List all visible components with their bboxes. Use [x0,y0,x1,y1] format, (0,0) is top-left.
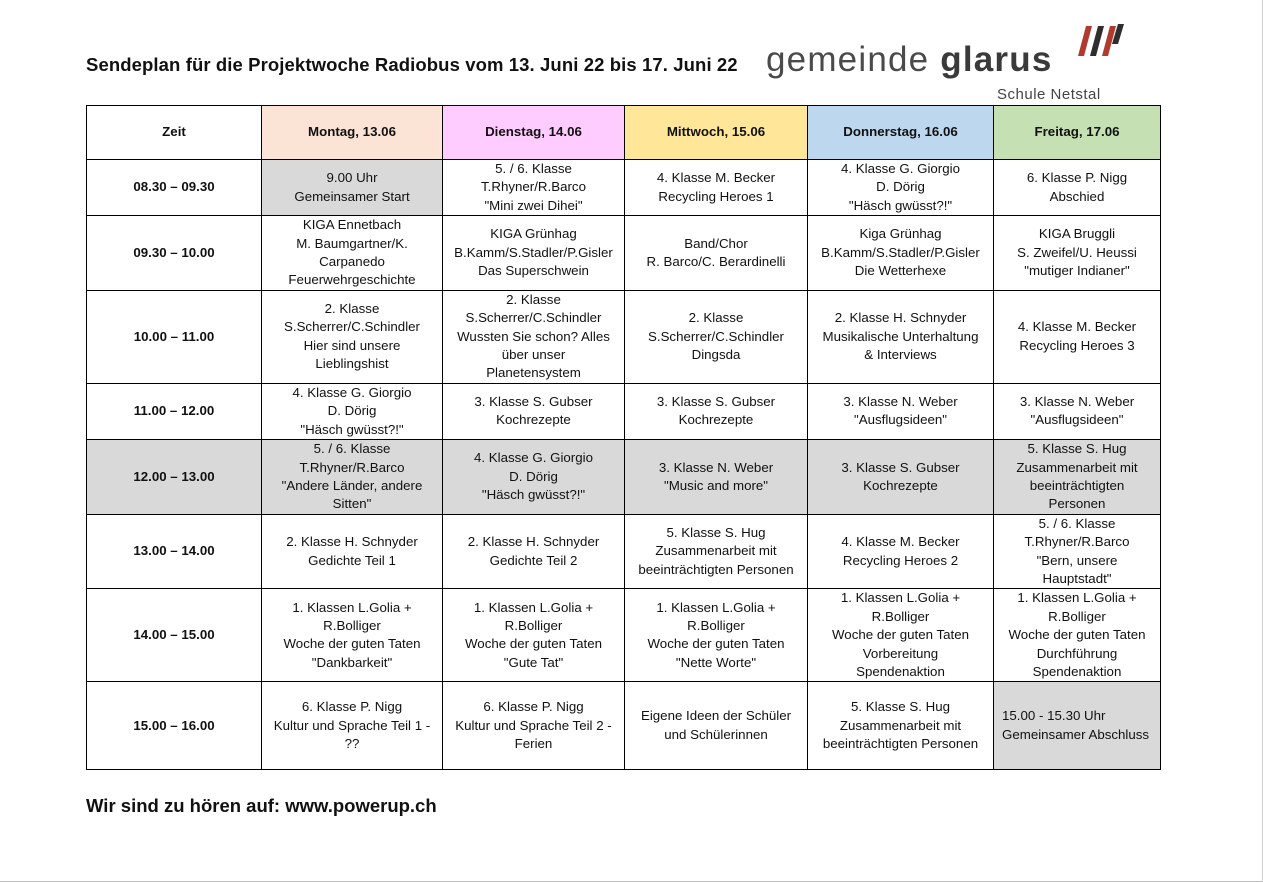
table-row [87,383,1161,439]
schedule-cell: 2. Klasse S.Scherrer/C.Schindler Hier sind unsere Lieblingshist [262,290,443,383]
logo-wordmark [766,40,1052,80]
schedule-cell: 3. Klasse S. Gubser Kochrezepte [625,383,808,439]
schedule-cell: 5. Klasse S. Hug Zusammenarbeit mit beeinträchtigten Personen [994,440,1161,515]
schedule-cell: 2. Klasse H. Schnyder Musikalische Unterhaltung & Interviews [808,290,994,383]
logo-subtitle: Schule Netstal [997,86,1101,103]
schedule-cell: Eigene Ideen der Schüler und Schülerinnen [625,682,808,770]
schedule-cell: KIGA Bruggli S. Zweifel/U. Heussi "mutiger Indianer" [994,216,1161,291]
logo-word-bold: glarus [940,40,1053,79]
schedule-cell: 2. Klasse S.Scherrer/C.Schindler Dingsda [625,290,808,383]
schedule-cell: 1. Klassen L.Golia + R.Bolliger Woche der guten Taten "Dankbarkeit" [262,589,443,682]
schedule-cell: 4. Klasse M. Becker Recycling Heroes 3 [994,290,1161,383]
table-row [87,160,1161,216]
time-cell: 10.00 – 11.00 [87,290,262,383]
schedule-cell: Kiga Grünhag B.Kamm/S.Stadler/P.Gisler Die Wetterhexe [808,216,994,291]
logo-word-light: gemeinde [766,40,941,79]
schedule-cell: KIGA Grünhag B.Kamm/S.Stadler/P.Gisler Das Superschwein [443,216,625,291]
header-monday: Montag, 13.06 [262,106,443,160]
schedule-cell: 3. Klasse N. Weber "Ausflugsideen" [994,383,1161,439]
schedule-cell: 5. Klasse S. Hug Zusammenarbeit mit beeinträchtigten Personen [808,682,994,770]
schedule-cell: 3. Klasse S. Gubser Kochrezepte [443,383,625,439]
schedule-cell: 5. / 6. Klasse T.Rhyner/R.Barco "Bern, unsere Hauptstadt" [994,514,1161,589]
schedule-cell: 3. Klasse N. Weber "Music and more" [625,440,808,515]
time-cell: 13.00 – 14.00 [87,514,262,589]
schedule-cell: 2. Klasse H. Schnyder Gedichte Teil 1 [262,514,443,589]
document-title: Sendeplan für die Projektwoche Radiobus vom 13. Juni 22 bis 17. Juni 22 [86,54,738,75]
schedule-cell: 4. Klasse M. Becker Recycling Heroes 1 [625,160,808,216]
table-row [87,290,1161,383]
schedule-cell: 4. Klasse M. Becker Recycling Heroes 2 [808,514,994,589]
broadcast-schedule-table [86,105,1161,770]
header-tuesday: Dienstag, 14.06 [443,106,625,160]
schedule-cell: 15.00 - 15.30 Uhr Gemeinsamer Abschluss [994,682,1161,770]
schedule-cell: 6. Klasse P. Nigg Kultur und Sprache Teil 1 - ?? [262,682,443,770]
schedule-cell: 1. Klassen L.Golia + R.Bolliger Woche der guten Taten Durchführung Spendenaktion [994,589,1161,682]
time-cell: 14.00 – 15.00 [87,589,262,682]
table-row [87,440,1161,515]
table-row [87,216,1161,291]
time-cell: 08.30 – 09.30 [87,160,262,216]
header-wednesday: Mittwoch, 15.06 [625,106,808,160]
schedule-cell: 4. Klasse G. Giorgio D. Dörig "Häsch gwüsst?!" [808,160,994,216]
table-row [87,589,1161,682]
time-cell: 15.00 – 16.00 [87,682,262,770]
header-time: Zeit [87,106,262,160]
table-row [87,682,1161,770]
header-friday: Freitag, 17.06 [994,106,1161,160]
gemeinde-glarus-logo [766,22,1136,106]
schedule-cell: 1. Klassen L.Golia + R.Bolliger Woche der guten Taten "Gute Tat" [443,589,625,682]
schedule-cell: 3. Klasse S. Gubser Kochrezepte [808,440,994,515]
schedule-cell: 5. Klasse S. Hug Zusammenarbeit mit beeinträchtigten Personen [625,514,808,589]
schedule-cell: 4. Klasse G. Giorgio D. Dörig "Häsch gwüsst?!" [262,383,443,439]
schedule-cell: 1. Klassen L.Golia + R.Bolliger Woche der guten Taten Vorbereitung Spendenaktion [808,589,994,682]
schedule-cell: Band/Chor R. Barco/C. Berardinelli [625,216,808,291]
schedule-cell: 2. Klasse S.Scherrer/C.Schindler Wussten Sie schon? Alles über unser Planetensystem [443,290,625,383]
schedule-cell: KIGA Ennetbach M. Baumgartner/K. Carpanedo Feuerwehrgeschichte [262,216,443,291]
schedule-cell: 1. Klassen L.Golia + R.Bolliger Woche der guten Taten "Nette Worte" [625,589,808,682]
schedule-cell: 9.00 Uhr Gemeinsamer Start [262,160,443,216]
schedule-cell: 6. Klasse P. Nigg Kultur und Sprache Teil 2 - Ferien [443,682,625,770]
schedule-cell: 5. / 6. Klasse T.Rhyner/R.Barco "Andere Länder, andere Sitten" [262,440,443,515]
logo-stripes-icon [1074,22,1124,58]
schedule-cell: 5. / 6. Klasse T.Rhyner/R.Barco "Mini zwei Dihei" [443,160,625,216]
schedule-cell: 4. Klasse G. Giorgio D. Dörig "Häsch gwüsst?!" [443,440,625,515]
header-row [87,106,1161,160]
time-cell: 12.00 – 13.00 [87,440,262,515]
time-cell: 11.00 – 12.00 [87,383,262,439]
schedule-cell: 3. Klasse N. Weber "Ausflugsideen" [808,383,994,439]
footer-broadcast-link: Wir sind zu hören auf: www.powerup.ch [86,795,437,816]
schedule-cell: 2. Klasse H. Schnyder Gedichte Teil 2 [443,514,625,589]
time-cell: 09.30 – 10.00 [87,216,262,291]
header-thursday: Donnerstag, 16.06 [808,106,994,160]
table-row [87,514,1161,589]
schedule-cell: 6. Klasse P. Nigg Abschied [994,160,1161,216]
